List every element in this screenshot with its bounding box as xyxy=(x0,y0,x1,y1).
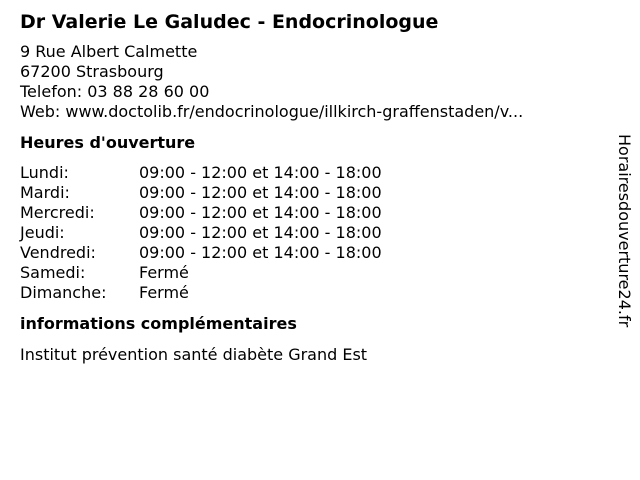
day-label: Mercredi: xyxy=(20,203,95,222)
time-value: 09:00 - 12:00 et 14:00 - 18:00 xyxy=(139,163,382,182)
day-label: Dimanche: xyxy=(20,283,107,302)
day-label: Jeudi: xyxy=(20,223,65,242)
opening-hours-table xyxy=(20,163,610,303)
opening-hours-heading: Heures d'ouverture xyxy=(20,133,196,152)
time-value: 09:00 - 12:00 et 14:00 - 18:00 xyxy=(139,203,382,222)
time-value: 09:00 - 12:00 et 14:00 - 18:00 xyxy=(139,243,382,262)
day-label: Samedi: xyxy=(20,263,86,282)
time-value: Fermé xyxy=(139,263,189,282)
day-label: Lundi: xyxy=(20,163,69,182)
time-value: 09:00 - 12:00 et 14:00 - 18:00 xyxy=(139,223,382,242)
website-link[interactable]: Web: www.doctolib.fr/endocrinologue/illkirch-graffenstaden/v... xyxy=(20,102,524,121)
listing-card xyxy=(20,8,610,365)
page-title: Dr Valerie Le Galudec - Endocrinologue xyxy=(20,11,439,33)
site-watermark: Horairesdouverture24.fr xyxy=(615,134,634,328)
time-value: Fermé xyxy=(139,283,189,302)
hours-row xyxy=(20,203,610,223)
address-block xyxy=(20,42,610,122)
day-label: Mardi: xyxy=(20,183,70,202)
hours-row xyxy=(20,223,610,243)
city-address: 67200 Strasbourg xyxy=(20,62,164,81)
phone-number[interactable]: Telefon: 03 88 28 60 00 xyxy=(20,82,210,101)
time-value: 09:00 - 12:00 et 14:00 - 18:00 xyxy=(139,183,382,202)
hours-row xyxy=(20,283,610,303)
street-address: 9 Rue Albert Calmette xyxy=(20,42,198,61)
hours-row xyxy=(20,263,610,283)
additional-info-heading: informations complémentaires xyxy=(20,314,297,333)
hours-row xyxy=(20,243,610,263)
additional-info-text: Institut prévention santé diabète Grand Est xyxy=(20,345,368,364)
hours-row xyxy=(20,163,610,183)
day-label: Vendredi: xyxy=(20,243,96,262)
hours-row xyxy=(20,183,610,203)
